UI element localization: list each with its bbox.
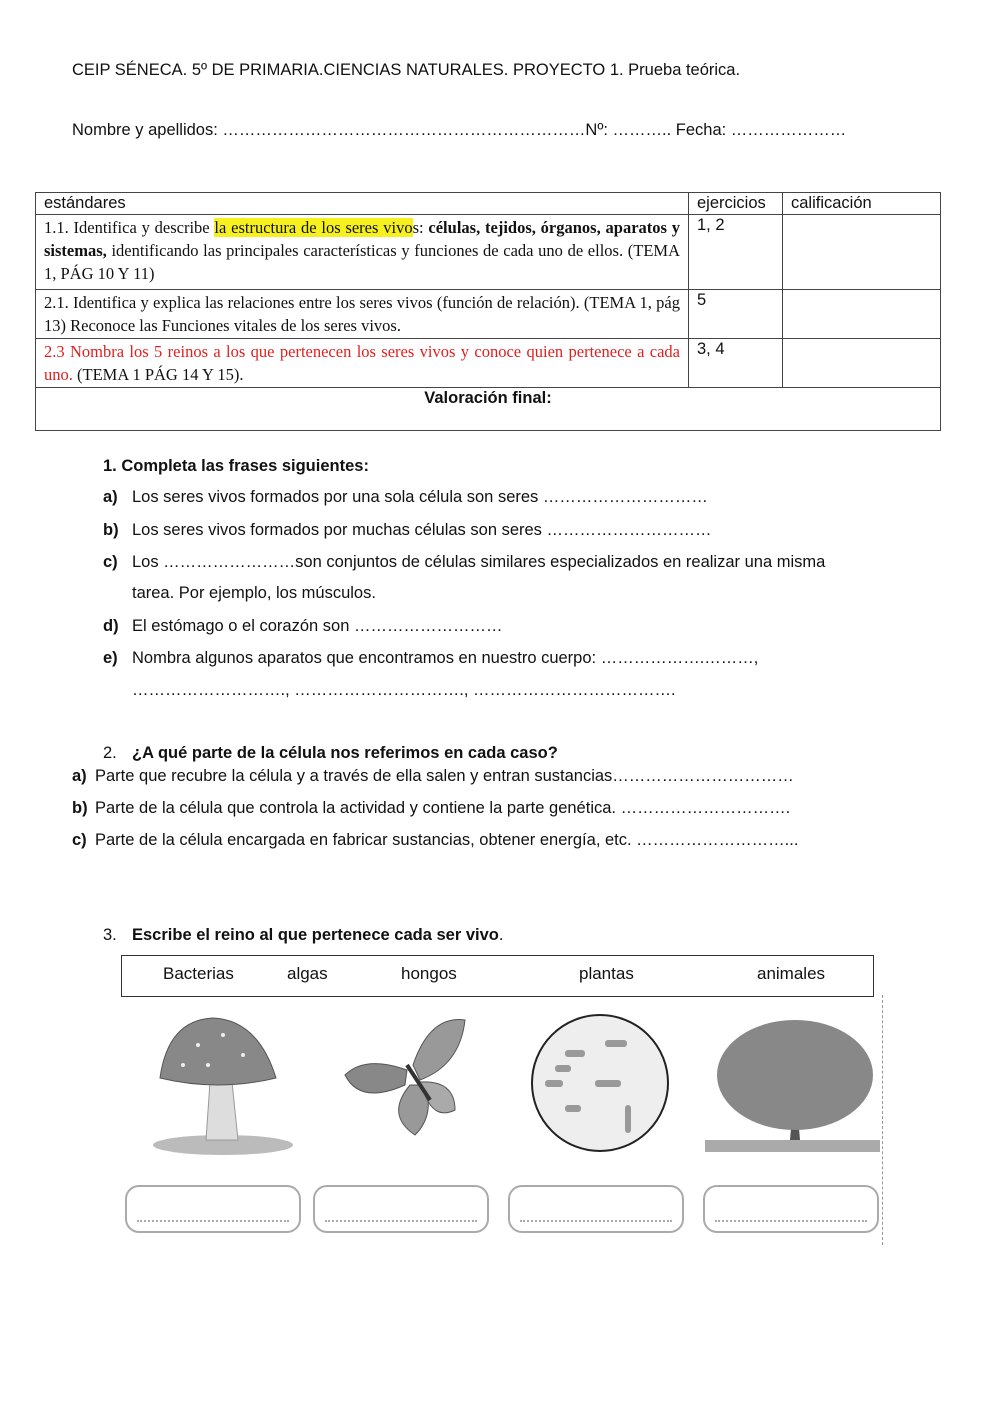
col-header-estandares: estándares — [36, 193, 689, 215]
word-animales: animales — [757, 964, 826, 983]
answer-dotted-line — [325, 1220, 477, 1222]
ejercicios-cell: 1, 2 — [689, 215, 783, 290]
answer-dotted-line — [520, 1220, 672, 1222]
dashed-divider — [882, 995, 883, 1245]
standard-1-1 — [36, 215, 689, 290]
text: 1.1. Identifica y describe — [44, 218, 215, 237]
table-row — [36, 290, 941, 339]
calificacion-cell[interactable] — [783, 290, 941, 339]
q1-title: 1. Completa las frases siguientes: — [103, 457, 369, 475]
q1-label-e: e) — [103, 649, 118, 667]
answer-dotted-line — [715, 1220, 867, 1222]
col-header-ejercicios: ejercicios — [689, 193, 783, 215]
q1-item-c[interactable]: Los ……………………son conjuntos de células similares especializados en realizar una misma — [132, 553, 826, 571]
q2-item-c[interactable]: Parte de la célula encargada en fabricar sustancias, obtener energía, etc. ………………………... — [95, 831, 799, 849]
text: identificando las principales características y funciones de cada uno de ellos. (TEMA 1, PÁG 10 Y 11) — [44, 241, 680, 283]
highlighted-text: la estructura de los seres vivo — [214, 218, 413, 237]
worksheet-title: CEIP SÉNECA. 5º DE PRIMARIA.CIENCIAS NATURALES. PROYECTO 1. Prueba teórica. — [72, 61, 741, 79]
q1-label-d: d) — [103, 617, 119, 635]
q3-title-wrap — [132, 926, 503, 945]
q1-item-e[interactable]: Nombra algunos aparatos que encontramos en nuestro cuerpo: ……………….………, — [132, 649, 759, 667]
valoracion-final: Valoración final: — [36, 388, 941, 431]
q3-title: Escribe el reino al que pertenece cada ser vivo — [132, 926, 499, 944]
answer-box-3[interactable] — [508, 1185, 684, 1233]
name-line[interactable]: Nombre y apellidos: …………………………………………………………Nº: ……….. Fecha: ………………… — [72, 121, 847, 139]
word-bank — [121, 955, 874, 997]
q1-label-b: b) — [103, 521, 119, 539]
q1-item-e-cont[interactable]: ………………………., …………………………., ………………………………. — [132, 681, 676, 699]
red-text: 2.3 Nombra los 5 reinos a los que pertenecen los seres vivos y conoce quien pertenece a cada uno. — [44, 342, 680, 384]
bold-text: células, tejidos, órganos, aparatos y sistemas, — [44, 218, 681, 260]
q2-number: 2. — [103, 744, 117, 762]
answer-box-4[interactable] — [703, 1185, 879, 1233]
standard-2-1: 2.1. Identifica y explica las relaciones entre los seres vivos (función de relación). (TEMA 1, pág 13) Reconoce las Funciones vitales de los seres vivos. — [36, 290, 689, 339]
q2-label-b: b) — [72, 799, 88, 817]
q1-item-a[interactable]: Los seres vivos formados por una sola célula son seres ………………………… — [132, 488, 708, 506]
word-bacterias: Bacterias — [163, 964, 234, 983]
mushroom-image — [148, 1010, 298, 1155]
standards-table — [35, 192, 941, 431]
q1-item-c-cont: tarea. Por ejemplo, los músculos. — [132, 584, 376, 602]
butterfly-image — [335, 1010, 485, 1155]
text: (TEMA 1 PÁG 14 Y 15). — [72, 365, 244, 384]
table-row — [36, 215, 941, 290]
standard-2-3 — [36, 339, 689, 388]
q3-period: . — [498, 926, 504, 944]
q2-item-a[interactable]: Parte que recubre la célula y a través de ella salen y entran sustancias…………………………… — [95, 767, 794, 785]
col-header-calificacion: calificación — [783, 193, 941, 215]
q1-item-d[interactable]: El estómago o el corazón son ……………………… — [132, 617, 503, 635]
calificacion-cell[interactable] — [783, 339, 941, 388]
bacteria-image — [525, 1010, 675, 1155]
q2-title: ¿A qué parte de la célula nos referimos en cada caso? — [132, 744, 558, 762]
text: s: — [412, 218, 429, 237]
q1-label-c: c) — [103, 553, 118, 571]
answer-box-2[interactable] — [313, 1185, 489, 1233]
tree-image — [705, 1010, 880, 1155]
q2-item-b[interactable]: Parte de la célula que controla la actividad y contiene la parte genética. …………………………. — [95, 799, 791, 817]
word-algas: algas — [287, 964, 328, 983]
word-plantas: plantas — [579, 964, 634, 983]
q1-label-a: a) — [103, 488, 118, 506]
q2-label-a: a) — [72, 767, 87, 785]
q2-label-c: c) — [72, 831, 87, 849]
ejercicios-cell: 5 — [689, 290, 783, 339]
q1-item-b[interactable]: Los seres vivos formados por muchas células son seres ………………………… — [132, 521, 712, 539]
ejercicios-cell: 3, 4 — [689, 339, 783, 388]
answer-box-1[interactable] — [125, 1185, 301, 1233]
calificacion-cell[interactable] — [783, 215, 941, 290]
table-row — [36, 339, 941, 388]
q3-number: 3. — [103, 926, 117, 944]
word-hongos: hongos — [401, 964, 457, 983]
answer-dotted-line — [137, 1220, 289, 1222]
